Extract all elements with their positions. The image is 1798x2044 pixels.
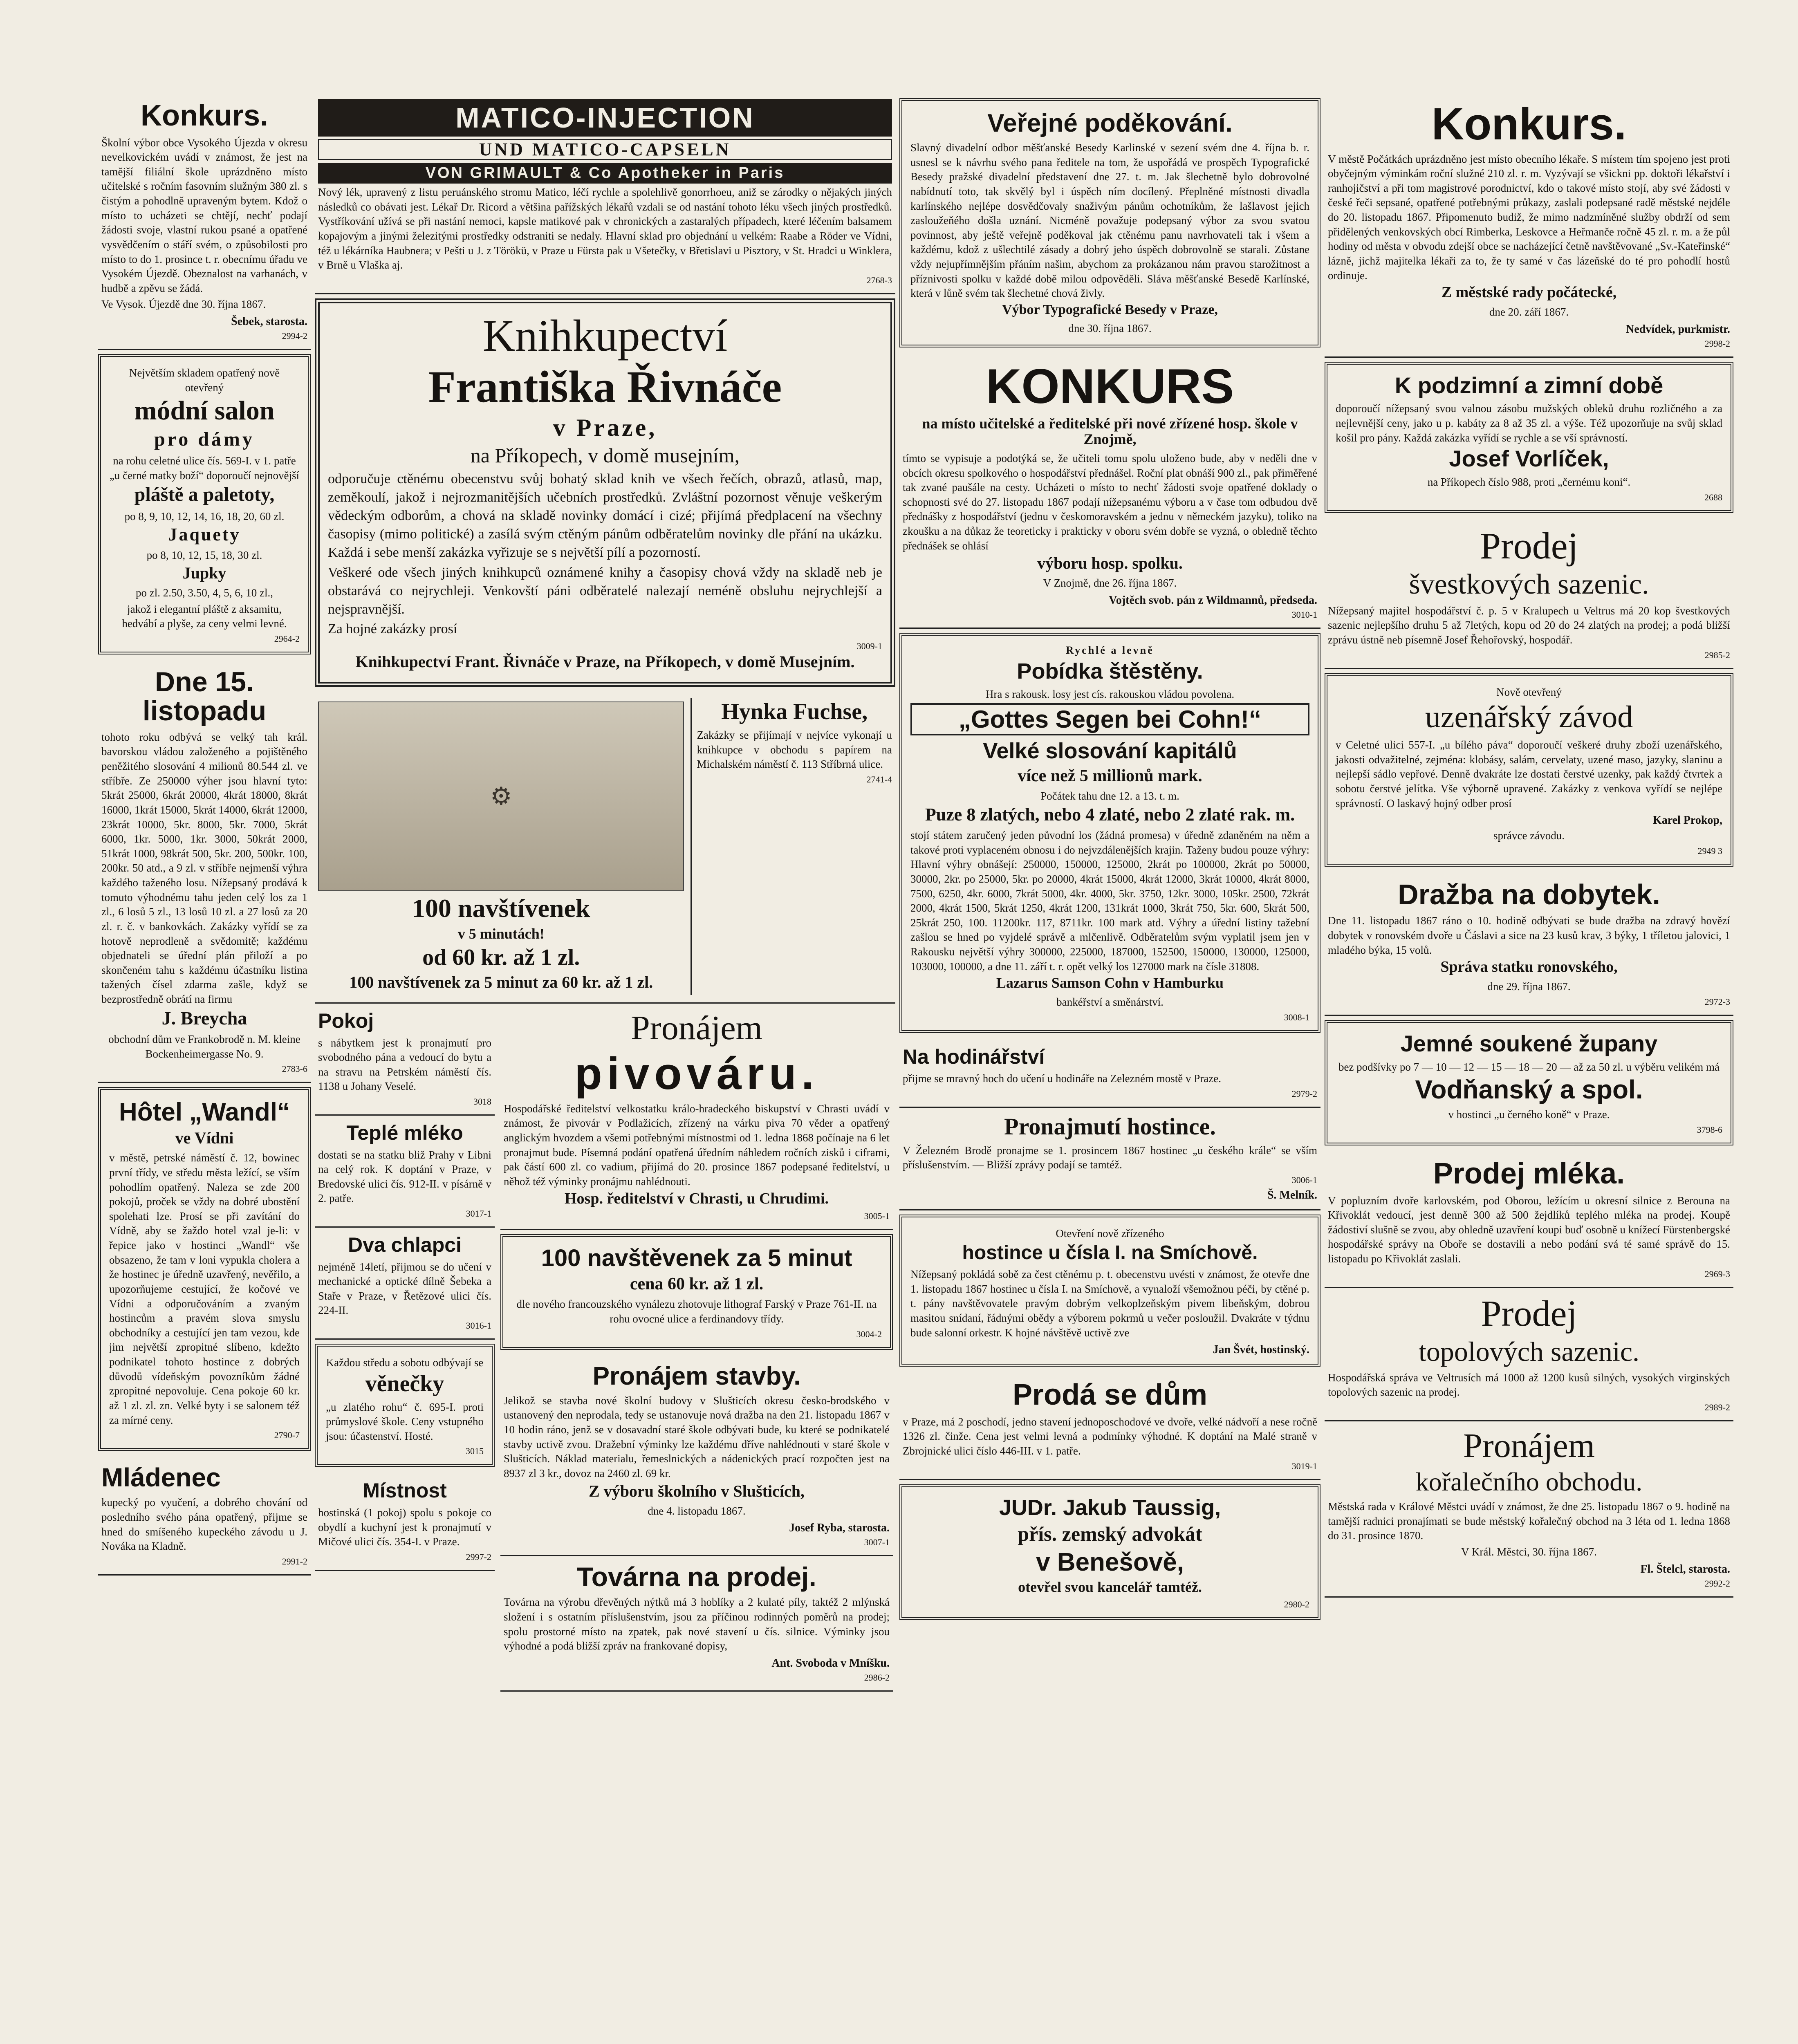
ad-signature: Hosp. ředitelství v Chrasti, u Chrudimi. (564, 1190, 829, 1207)
ad-pronajem-stavby (500, 1356, 893, 1556)
ad-number: 2985-2 (1704, 650, 1730, 660)
ad-title: uzenářský závod (1425, 700, 1633, 735)
ad-title: Pronájem (631, 1009, 762, 1047)
ad-text: tohoto roku odbývá se velký tah král. bavorskou vládou založeného a pojištěného peněžitého slosování 4 milionů 80.544 zl. ve stříbře. Ze 250000 výher jsou hlavní tyto: 5krát 25000, 6krát 20000, 4krát 18000, 8krát 16000, 1krát 15000, 5krát 14000, 6krát 12000, 23krát 10000, 5kr. 8000, 5kr. 7000, 5krát 6000, 1kr. 5000, 1kr. 3000, 50krát 2000, 51krát 1000, 98krát 500, 5kr. 200, 500kr. 100, 200kr. 50 atd., a 9 zl. v stříbře nejmenší výhra každého taženého losu. Nížepsaný prodává k tomuto výhodnému tahu jeden celý los za 1 zl., 6 losů 5 zl., 13 losů 10 zl. a 27 losů za 20 zl. r. č. v bankovkách. Zakázky vyřídí se za hotově neprodleně a svědomitě; každému objednateli se úřední plán přiloží a po skončeném tahu s každému účastníku listina tažených čísel zdarma zašle, když se bezprostředně obrátí na firmu (101, 731, 307, 1006)
ad-text: tímto se vypisuje a podotýká se, že učiteli tomu spolu uloženo bude, aby v neděli dne v obcích okresu spolkového o hospodářství přednášel. Roční plat obnáší 900 zl., pak přiměřené tak zvané paušále na cesty. Ucházeti o místo to nechť žádosti svoje opatřené doklady o schopnosti své do 27. listopadu 1867 podají nížepsanému výboru a v čase tom odbudou dvě přednášky z hospodářství (jednu v českomoravském a jednu v německém jazyku), toliko na zkoušku a na důkaz že teoreticky i prakticky v oboru svém dobře se vyzná, o obledně těchto přednášek se ohlásí (903, 452, 1317, 552)
ad-number: 2998-2 (1704, 338, 1730, 349)
ad-title: Prodej (1481, 1293, 1577, 1334)
ad-title: Dražba na dobytek. (1398, 878, 1660, 910)
ad-title: Konkurs. (1431, 99, 1627, 149)
ad-judr-taussig (899, 1484, 1320, 1620)
ad-number: 2997-2 (466, 1551, 491, 1562)
ad-text: Nížepsaný majitel hospodářství č. p. 5 v Kralupech u Veltrus má 20 kop švestkových sazenic nejlepšího druhu 5 až 7letých, kopu od 20 do 24 zlatých na prodej; a podá bližší zprávu ústně neb písemně Josef Řehořovský, hospodář. (1328, 604, 1730, 646)
ad-podzimni-doba (1325, 362, 1733, 513)
ad-signature: výboru hosp. spolku. (1037, 554, 1183, 573)
ad-city: v Praze, (553, 414, 657, 441)
ad-title: Pronájem (1463, 1426, 1595, 1465)
ad-title: Veřejné poděkování. (987, 109, 1233, 137)
ad-number: 2979-2 (1291, 1088, 1317, 1099)
ad-drazba-na-dobytek (1325, 873, 1733, 1016)
ad-title: Pobídka štěstěny. (1017, 659, 1203, 684)
ad-dva-chlapci (315, 1228, 495, 1340)
ad-signature-2: Nedvídek, purkmistr. (1626, 323, 1730, 336)
ad-verejne-podekovani (899, 98, 1320, 347)
ad-heading-plaste: pláště a paletoty, (134, 484, 275, 506)
ad-pronajem-pivovaru (500, 1004, 893, 1230)
ad-text: dle nového francouzského vynálezu zhotovuje lithograf Farský v Praze 761-II. na rohu ovocné ulice a ferdinandovy třídy. (516, 1298, 877, 1325)
ad-city: v Benešově, (1036, 1548, 1184, 1576)
ad-teple-mleko (315, 1116, 495, 1228)
ad-number: 2783-6 (282, 1064, 307, 1074)
ad-number: 2949 3 (1697, 845, 1722, 856)
ad-number: 2790-7 (274, 1430, 300, 1441)
ad-pronajmuti-hostince (899, 1108, 1320, 1210)
ad-prices-plaste: po 8, 9, 10, 12, 14, 16, 18, 20, 60 zl. (124, 510, 285, 522)
ad-signature: Jan Švét, hostinský. (1213, 1343, 1309, 1356)
ad-text: s nábytkem jest k pronajmutí pro svobodného pána a vedoucí do bytu a na stravu na Petrském náměstí čís. 1138 u Johany Veselé. (318, 1036, 491, 1093)
ad-title: Hôtel „Wandl“ (119, 1098, 290, 1127)
ad-subtitle: v 5 minutách! (457, 925, 545, 942)
ad-svestkove-sazenice (1325, 520, 1733, 669)
ad-signature: Šebek, starosta. (231, 315, 307, 328)
ad-text: V městě Počátkách uprázdněno jest místo obecního lékaře. S místem tím spojeno jest proti obyčejným výminkám roční služné 210 zl. r. m. Vyzývají se všickni pp. doktoři lékařství i ranhojičství a při tom magistrové porodnictví, kdo o takové místo stojí, aby své žádosti v české řeči sepsané, opatřené potřebnými průkazy, zaslali podepsané radě městské nejdéle do 20. listopadu 1867. Připomenuto budiž, že mimo nadzmíněné služby obdrží od sem přidělených venkovských obcí Rimberka, Leskovce a Heřmanče ročně 45 zl. r. m. a že půl hodiny od města v obvodu zdejší obce se nacházející četně navštěvované „Sv.-Kateřinské“ lázně, jichž majitelka lékaři za to, že ty samé v čas lázeňské do té pro pohodlí hostů ordinuje. (1328, 152, 1730, 282)
ad-title: Jemné soukené župany (1400, 1030, 1658, 1056)
printing-press-engraving: ⚙ (318, 702, 684, 891)
ad-modni-salon (98, 354, 311, 654)
ad-navstevenky-farsky (500, 1234, 893, 1349)
ad-navstivenky-fuchs (315, 693, 895, 1004)
ad-address: na Příkopech, v domě musejním, (470, 444, 740, 467)
ad-matico (315, 94, 895, 294)
ad-title: Dne 15. listopadu (142, 666, 267, 727)
ad-number: 3010-1 (1291, 609, 1317, 620)
ad-topolove-sazenice (1325, 1288, 1733, 1421)
ad-mistnost (315, 1473, 495, 1571)
ad-number: 3015 (466, 1446, 484, 1457)
ad-title-2: topolových sazenic. (1418, 1336, 1640, 1367)
ad-price: od 60 kr. až 1 zl. (422, 945, 580, 970)
ad-proda-se-dum (899, 1373, 1320, 1480)
ad-firm-motto: „Gottes Segen bei Cohn!“ (910, 703, 1309, 735)
center-main-ads (500, 1004, 893, 1692)
ad-text: dostati se na statku bliž Prahy v Libni na celý rok. K doptání v Praze, v Bredovské ulici čís. 912-II. v písárně v 2. patře. (318, 1148, 491, 1205)
ad-title: Továrna na prodej. (577, 1562, 816, 1592)
ad-text: Nový lék, upravený z listu peruánského stromu Matico, léčí rychle a spolehlivě gonorrhoeu, aniž se zárodky o nějakých jiných následků co obávati jest. Lékař Dr. Ricord a většina pařížských lékařů vzdali se od nastání tohoto léku všech jiných prostředků. Vystříkování užívá se při nastání nemoci, kapsle matikové pak v chronických a zastaralých případech, které léčením balsamem kopajovým a jinými železitými prostředky odstraniti se nedaly. Hlavní sklad pro objednání u velkém: Raabe a Röder ve Vídni, též u lékárníka Haubnera; v Pešti u J. z Törökü, v Praze u Fürsta pak u Všetečky, v Břetislavi u Pisztory, v St. Hradci u Winklera, v Brně u Vlaška aj. (318, 186, 892, 271)
ad-text: Zakázky se přijímají v nejvíce vykonají u knihkupce v obchodu s papírem na Michalském náměstí č. 113 Stříbrná ulice. (697, 729, 892, 771)
ad-title-2: Františka Řivnáče (428, 362, 782, 412)
ad-title: věnečky (365, 1371, 444, 1396)
ad-title: módní salon (134, 396, 275, 426)
ad-number: 3016-1 (466, 1320, 491, 1331)
ad-title: Prodá se dům (1012, 1378, 1208, 1412)
ad-soukene-zupany (1325, 1020, 1733, 1145)
ad-text: v Praze, má 2 poschodí, jedno stavení jednoposchodové ve dvoře, velké nádvoří a nese ročně 1326 zl. činže. Cena jest velmi levná a podmínky výhodné. K doptání na Malé straně v Zbrojnické ulici číslo 446-III. v 1. patře. (903, 1415, 1317, 1457)
ad-text: Hospodářská správa ve Veltrusích má 1000 až 1200 kusů silných, vysokých virginských topolových sazenic na prodej. (1328, 1371, 1730, 1399)
ad-address: obchodní dům ve Frankobrodě n. M. kleine Bockenheimergasse No. 9. (108, 1033, 300, 1060)
ad-text: nejméně 14letí, přijmou se do učení v mechanické a optické dílně Šebeka a Staře v Praze, v Řetězové ulici čís. 224-II. (318, 1260, 491, 1317)
ad-signature-2: správce závodu. (1493, 829, 1565, 842)
ad-title: Pronajmutí hostince. (1004, 1113, 1216, 1140)
ad-hostinec-smichov (899, 1215, 1320, 1367)
ad-title: 100 navštěvenek za 5 minut (541, 1245, 852, 1272)
ad-pobidka-stesteny (899, 633, 1320, 1033)
ad-navstivenky-main (318, 698, 684, 995)
ad-number: 2992-2 (1704, 1578, 1730, 1589)
ad-hotel-wandl (98, 1087, 311, 1451)
ad-title: Prodej mléka. (1433, 1157, 1625, 1190)
ad-signature: Josef Vorlíček, (1449, 446, 1609, 472)
ad-text: doporoučí nížepsaný svou valnou zásobu mužských obleků druhu rozličného a za nejlevnější ceny, jako u p. kabáty za 8 až 35 zl. a výše. Též upozorňuje na svůj sklad košil pro pány. Každá zakázka vyřídí se rychle a se vší správností. (1336, 402, 1722, 444)
ad-number: 2980-2 (1284, 1599, 1309, 1609)
ad-title: Mládenec (101, 1463, 221, 1493)
ad-text: v městě, petrské náměstí č. 12, bowinec první třídy, ve středu města ležící, se vším pohodlím opatřený. Naleza se zde 200 pokojů, proček se vždy na dobré ubostění spolehati lze. Prosí se při zavítání do Vídně, aby se žaždo hotel vzal je-li: v řepice jako v hostinci „Wandl“ vše obsazeno, že tam v loni vypukla cholera a že hostinec je úředně uzavřený, nevěřilo, a upozorňujeme cestující, že kočové ve Vídni a odporučováním a zvaným hostincům a pravém slova smyslu obchodníky a cestující jen tam vezou, kde jim největší zpropitné slíbeno, kdežto podnikatel tohoto hostince z dobrých důvodů vídeňským povozníkům žádné zpropitné nepovoluje. Cena pokoje 60 kr. až 1 zl. zl. zn. Velké byty i se salonem též za mírné ceny. (109, 1152, 300, 1426)
ad-number: 3017-1 (466, 1208, 491, 1219)
ad-title: K podzimní a zimní době (1394, 372, 1663, 398)
ad-prices-jaquety: po 8, 10, 12, 15, 18, 30 zl. (146, 549, 262, 562)
ad-title: Konkurs. (140, 99, 269, 132)
ad-intro: Každou středu a sobotu odbývají se (326, 1356, 484, 1369)
ad-side-text: 100 navštívenek za 5 minut za 60 kr. až 1 zl. (349, 973, 653, 992)
ad-subtitle: UND MATICO-CAPSELN (318, 139, 892, 160)
ad-number: 2989-2 (1704, 1402, 1730, 1412)
ad-number: 3018 (473, 1096, 491, 1107)
ad-prodej-mleka (1325, 1152, 1733, 1288)
ad-amount: více než 5 millionů mark. (1018, 766, 1202, 786)
ad-text-3: Za hojné zakázky prosí (328, 621, 457, 637)
ad-text: bez podšívky po 7 — 10 — 12 — 15 — 18 — 20 — až za 50 zl. u výběru velikém má (1338, 1060, 1720, 1073)
ad-title-2: pivováru. (574, 1049, 819, 1099)
ad-title: 100 navštívenek (412, 894, 590, 923)
ad-number: 3019-1 (1291, 1461, 1317, 1471)
ad-text-2: jakož i elegantní pláště z aksamitu, hedvábí a plyše, za ceny velmi levné. (122, 603, 287, 630)
ad-vertical-label: Rychlé a levně (1066, 644, 1154, 656)
ad-title: Dva chlapci (348, 1233, 462, 1257)
ad-text: Továrna na výrobu dřevěných nýtků má 3 hoblíky a 2 kulaté píly, taktéž 2 mlýnská složení i s ostatním příslušenstvím, jsou za příčinou rodinných poměrů na prodej; spolu prostorné místo na zpatek, pak nové stavení u čís. silnice. Výminky jsou výhodné a podá bližší zpráv na frankované dopisy, (504, 1596, 890, 1652)
ad-title: Na hodinářství (903, 1045, 1045, 1068)
ad-heading-jaquety: Jaquety (168, 524, 241, 545)
ad-text-2: Veškeré ode všech jiných knihkupců oznámené knihy a časopisy chová vždy na skladě neb je obstarává co nejrychleji. Venkovští páni odběratelé nalezají neméně obsluhu nejrychlejší a nejspravnější. (328, 565, 882, 617)
ad-text: hostinská (1 pokoj) spolu s pokoje co obydlí a kuchyní jest k pronajmutí v Mičové ulici čís. 354-I. v Praze. (318, 1506, 491, 1548)
ad-text: V popluzním dvoře karlovském, pod Oborou, ležícím u okresní silnice z Berouna na Křivoklát vedoucí, jest denně 300 až 500 žejdlíků teplého mléka na prodej. Koupě žádostiví slušně se zvou, aby ohledně uzavření koupi buď osobně u knížecí Fürstenbergské hospodářské správy na Oboře se dostavili a nebo podání svá té samé správě do 15. listopadu po Křivoklát zaslali. (1328, 1194, 1730, 1265)
ad-number: 3005-1 (864, 1211, 890, 1221)
ad-signature: Z městské rady počátecké, (1441, 284, 1617, 301)
ad-number: 3798-6 (1697, 1125, 1722, 1135)
ad-title: Prodej (1480, 524, 1578, 567)
ad-text: „u zlatého rohu“ č. 695-I. proti průmyslové škole. Ceny vstupného jsou: účastenství. Hosté. (326, 1401, 484, 1442)
ad-intro: Otevření nově zřízeného (1056, 1227, 1164, 1240)
ad-intro: Největším skladem opatřený nově otevřený (129, 367, 280, 394)
ad-signature: Ant. Svoboda v Mníšku. (771, 1656, 890, 1670)
ad-subtitle: na místo učitelské a ředitelské při nové zřízené hosp. škole v Znojmě, (922, 415, 1298, 448)
ad-koralecni-obchod (1325, 1421, 1733, 1598)
ad-title: Knihkupectví (482, 310, 728, 361)
ad-text: otevřel svou kancelář tamtéž. (1018, 1578, 1202, 1595)
ad-signature-2: Vojtěch svob. pán z Wildmannů, předseda. (1109, 594, 1317, 607)
ad-text: přijme se mravný hoch do učení u hodináře na Zelezném mostě v Praze. (903, 1072, 1221, 1085)
ad-text: Slavný divadelní odbor měšťanské Besedy Karlinské v sezení svém dne 4. října b. r. usnesl se k návrhu svého pana ředitele na tom, že uspořádá ve prospěch Typografické Besedy pražské divadelní představení dne 27. t. m. Jak šlechetně bylo dobrovolné nabídnutí toto, tak skvělý byl i úspěch ním docílený. Přeplněné místnosti divadla karlínského nejlépe dosvědčovaly snaživým pánům ochotníkům, že lašlavost jejich zasloužeňého došla uznání. Nicméně považuje podepsaný výbor za svou svatou povinnost, aby ještě veřejně poděkoval jak ctěnému panu navrhovateli tak i všem a každému, kdož z ušlechtilé zásady a dobrý jeho úspěch dobrovolně se starali. Zůstane vždy nejupřímnějším přáním našim, abychom za prokázanou nám pravou starožitnost a příznivosti spolku v každé době milou odpověděli. Sláva měšťanské Besedě Karlínské, která v lůně svém tak šlechetné chová živly. (910, 141, 1309, 300)
ad-address: v hostinci „u černého koně“ v Praze. (1448, 1108, 1610, 1121)
ad-price: cena 60 kr. až 1 zl. (630, 1275, 764, 1294)
ad-text: Nížepsaný pokládá sobě za čest ctěnému p. t. obecenstvu uvésti v známost, že otevře dne 1. listopadu 1867 hostinec u čísla I. na Smíchově, a vynaloží všemožnou péči, by ctěné p. t. pány navštěvovatele pravým dobrým velkoplzeňským pivem libeňským, dobrou masitou snídaní, řádnými obědy a výborem pokrmů u večer posloužil. Dvakráte v týdnu bude salonní orkestr. K hojné návštěvě uctivě zve (910, 1268, 1309, 1339)
ad-signature: Z výboru školního v Slušticích, (589, 1481, 805, 1500)
ad-price: Puze 8 zlatých, nebo 4 zlaté, nebo 2 zlaté rak. m. (925, 804, 1295, 825)
ad-start: Počátek tahu dne 12. a 13. t. m. (1040, 790, 1179, 802)
ad-title: MATICO-INJECTION (318, 99, 892, 137)
ad-signature-2: bankéřství a směnárství. (1056, 996, 1164, 1009)
ad-hynek-fuchs (691, 698, 892, 995)
ad-text: Dne 11. listopadu 1867 ráno o 10. hodině odbývati se bude dražba na zdravý hovězí dobytek v ronovském dvoře u Čáslavi a sice na 23 kusů krav, 3 býky, 1 tříletou jalovici, 1 mladého býka, 15 volů. (1328, 914, 1730, 956)
ad-signature: Vodňanský a spol. (1415, 1075, 1643, 1105)
ad-title: Pronájem stavby. (592, 1362, 801, 1390)
ad-number: 2969-3 (1704, 1269, 1730, 1279)
ad-loterie (98, 661, 311, 1083)
ad-title-2: švestkových sazenic. (1409, 569, 1649, 601)
ad-konkurs-znojmo (899, 354, 1320, 629)
ad-number: 3009-1 (856, 641, 882, 652)
ad-signature: Karel Prokop, (1652, 814, 1722, 827)
ad-title: hostince u čísla I. na Smíchově. (962, 1242, 1258, 1264)
ad-text: Školní výbor obce Vysokého Újezda v okresu nevelkovickém uvádí v známost, že jest na tamější filiální škole uprázdněno místo učitelské s ročním fasovním služným 380 zl. s čistým a pohodlně upraveným bytem. Kdož o místo to ucházeti se chtějí, nechť podají žádosti svoje, vlastní rukou psané a opatřené vysvědčením o stáří svém, o způsobilosti pro místo to do 1. prosince t. r. obecnímu úřadu ve Vysokém Újezdě. Obeznalost na varhanách, v hudbě a zpěvu se žádá. (101, 136, 307, 294)
ad-mladenec (98, 1457, 311, 1576)
ad-title: JUDr. Jakub Taussig, (999, 1495, 1221, 1520)
ad-text: Hospodářské ředitelství velkostatku králo-hradeckého biskupství v Chrasti uvádí v známost, že pivovár v Podlažicích, zřízený na várku piva 70 věder a opatřený anglickým hvozdem a všemi potřebnými místnostmi od 1. ledna 1868 počínaje na 6 let pronajmut bude. Písemná podání opatřená úředním náhledem ročních zisků i ciframi, pak částí 600 zl. co vadium, přijímá do 20. prosince 1867 podepsané ředitelství, u něhož též výminky pronájmu nahlédnouti. (504, 1102, 890, 1188)
ad-hodinarstvi (899, 1040, 1320, 1108)
ad-signature: Lazarus Samson Cohn v Hamburku (996, 975, 1224, 991)
ad-heading-jupky: Jupky (182, 564, 226, 583)
ad-date: dne 29. října 1867. (1487, 980, 1571, 993)
ad-title: KONKURS (986, 359, 1234, 414)
center-small-ads (315, 1004, 495, 1692)
ad-date: Ve Vysok. Újezdě dne 30. října 1867. (101, 298, 266, 311)
ad-number: 2994-2 (282, 331, 307, 341)
ad-date: V Král. Městci, 30. října 1867. (1461, 1546, 1597, 1558)
ad-konkurs-vysoky-ujezd (98, 94, 311, 350)
ad-number: 2768-3 (866, 275, 892, 285)
ad-signature-2: Josef Ryba, starosta. (789, 1522, 890, 1535)
ad-intro: Nově otevřený (1496, 686, 1562, 698)
ad-uzenarsky-zavod (1325, 673, 1733, 867)
ad-text: Jelikož se stavba nové školní budovy v Slušticích okresu česko-brodského v ustanovený den neprodala, tedy se ustanovuje nová dražba na den 21. listopadu 1867 v 10 hodin ráno, jenž se v dosavadní staré škole odbývati bude, ku které se podnikatelé stavby uctivě zvou. Dražební výminky lze každému dříve nahlédnouti v staré škole v Slušticích. Náklad materialu, řemeslnických a nádenických prací rozpočten jest na 8937 zl 3 kr., dovoz na 2460 zl. 69 kr. (504, 1394, 890, 1479)
ad-text: v Celetné ulici 557-I. „u bílého páva“ doporoučí veškeré druhy zboží uzenářského, jakosti odvažitelné, zejména: klobásy, salám, cervelaty, uzené maso, jazyky, slaninu a nejlepší sádlo vepřové. Denně dvakráte lze dostati čerstvé uzenky, pak každý čtvrtek a sobotu čerstvé jelítka. Vše výborně upravené. Zakázky z venkova vyřídí se nejlépe správností. O laskavý hojný odber prosí (1336, 739, 1722, 809)
ad-subtitle: přís. zemský advokát (1018, 1522, 1202, 1546)
ad-firm: J. Breycha (161, 1007, 247, 1029)
ad-number: 2991-2 (282, 1556, 307, 1567)
ad-title-2: kořalečního obchodu. (1415, 1467, 1643, 1497)
ad-number: 2688 (1704, 492, 1722, 502)
ad-number: 3006-1 (1291, 1175, 1317, 1186)
ad-pokoj (315, 1004, 495, 1116)
column-3 (899, 94, 1320, 1627)
ad-text: V Železném Brodě pronajme se 1. prosincem 1867 hostinec „u českého krále“ se vším příslušenstvím. — Bližší zprávy podají se tamtéž. (903, 1144, 1317, 1171)
ad-prices-jupky: po zl. 2.50, 3.50, 4, 5, 6, 10 zl., (136, 587, 273, 599)
column-2 (315, 94, 895, 1692)
ad-number: 3007-1 (864, 1537, 890, 1548)
ad-date: V Znojmě, dne 26. října 1867. (1043, 577, 1177, 589)
ad-signature: Š. Melník. (1267, 1189, 1317, 1202)
ad-tovarna-na-prodej (500, 1556, 893, 1692)
ad-signature: Správa statku ronovského, (1440, 958, 1618, 976)
column-1 (98, 94, 311, 1576)
ad-maker: VON GRIMAULT & Co Apotheker in Paris (318, 163, 892, 184)
ad-text: odporučuje ctěnému obecenstvu svůj bohatý sklad knih ve všech řečích, obrazů, atlasů, map, zeměkoulí, jakož i nejrozmanitějších učebních prostředků. Zvláštní pozornost věnuje veškerým vědeckým odborům, a chová na skladě novinky domácí i cizé; přijímá předplacení na všechny časopisy (mimo politické) a zasílá svým ctěným pánům odběratelům novinky dle přání na ukázku. Každá i sebe menší zakázka vyřizuje se s největší pílí a pozorností. (328, 471, 882, 560)
ad-date: dne 20. září 1867. (1489, 306, 1569, 318)
ad-title: Pokoj (318, 1009, 374, 1033)
ad-number: 2972-3 (1704, 996, 1730, 1007)
ad-signature: Knihkupectví Frant. Řivnáče v Praze, na Příkopech, v domě Musejním. (355, 652, 855, 671)
ad-title: Hynka Fuchse, (721, 699, 868, 725)
center-lower-area (315, 1004, 895, 1692)
ad-text: na rohu celetné ulice čís. 569-I. v 1. patře „u černé matky boží“ doporoučí nejnovější (109, 455, 300, 482)
ad-text: stojí státem zaručený jeden původní los (žádná promesa) v úředně zdaněném na něm a takové proti vyplaceném obnosu i do nejvzdálenějších krajin. Taženy budou pouze výhry: Hlavní výhry obnášejí: 250000, 150000, 125000, 2krát po 100000, 2krát po 50000, 30000, 2kr. po 25000, 5kr. po 20000, 4krát 15000, 4krát 12000, 3krát 10000, 4krát 8000, 7500, 6250, 4kr. 6000, 7krát 5000, 4kr. 4000, 5kr. 3750, 12kr. 3000, 105kr. 2500, 72krát 2000, 4krát 1500, 5krát 1250, 4krát 1200, 131krát 1000, 3krát 750, 5kr. 600, 5krát 500, 25krát 250, 100. 11200kr. 117, 8711kr. 100 mark atd. Výhry a úřední listiny tažební zašlou se hned po vyjdelé správě a mlčenlivě. Odběratelům svým vyplatil jsem jen v Rakousku největší výhry 300000, 225000, 187000, 152500, 150000, 130000, 125000, 103000, 100000, a dne 11. září t. r. opět velký los 127000 mark na čísle 31808. (910, 829, 1309, 973)
ad-number: 2741-4 (866, 774, 892, 784)
ad-konkurs-pocatky (1325, 94, 1733, 358)
ad-signature: Fl. Štelcl, starosta. (1640, 1562, 1730, 1576)
ad-title: Teplé mléko (346, 1121, 463, 1145)
ad-number: 3008-1 (1284, 1012, 1309, 1022)
ad-number: 2986-2 (864, 1672, 890, 1683)
ad-subtitle: pro dámy (154, 428, 255, 450)
ad-title: Místnost (363, 1479, 447, 1502)
ad-subtitle: Hra s rakousk. losy jest cís. rakouskou vládou povolena. (985, 688, 1235, 700)
ad-number: 2964-2 (274, 633, 300, 644)
ad-knihkupectvi-rivnac (315, 298, 895, 687)
ad-date: dne 30. října 1867. (1068, 322, 1152, 334)
column-4 (1325, 94, 1733, 1598)
ad-number: 3004-2 (856, 1329, 882, 1339)
ad-date: dne 4. listopadu 1867. (648, 1504, 746, 1517)
ad-signature: Výbor Typografické Besedy v Praze, (1002, 302, 1218, 317)
ad-text: Městská rada v Králové Městci uvádí v známost, že dne 25. listopadu 1867 o 9. hodině na tamější radnici pronajímati se bude městský kořalečný obchod na 3 léta od 1. ledna 1868 do 31. prosince 1870. (1328, 1500, 1730, 1542)
ad-text: kupecký po vyučení, a dobrého chování od posledního svého pána opatřený, přijme se hned do smíšeného kupeckého závodu u J. Nováka na Kladně. (101, 1496, 307, 1553)
ad-subtitle: ve Vídni (175, 1129, 234, 1148)
ad-heading: Velké slosování kapitálů (983, 739, 1237, 764)
ad-venecky (315, 1344, 495, 1467)
ad-address: na Příkopech číslo 988, proti „černému koni“. (1427, 476, 1631, 489)
